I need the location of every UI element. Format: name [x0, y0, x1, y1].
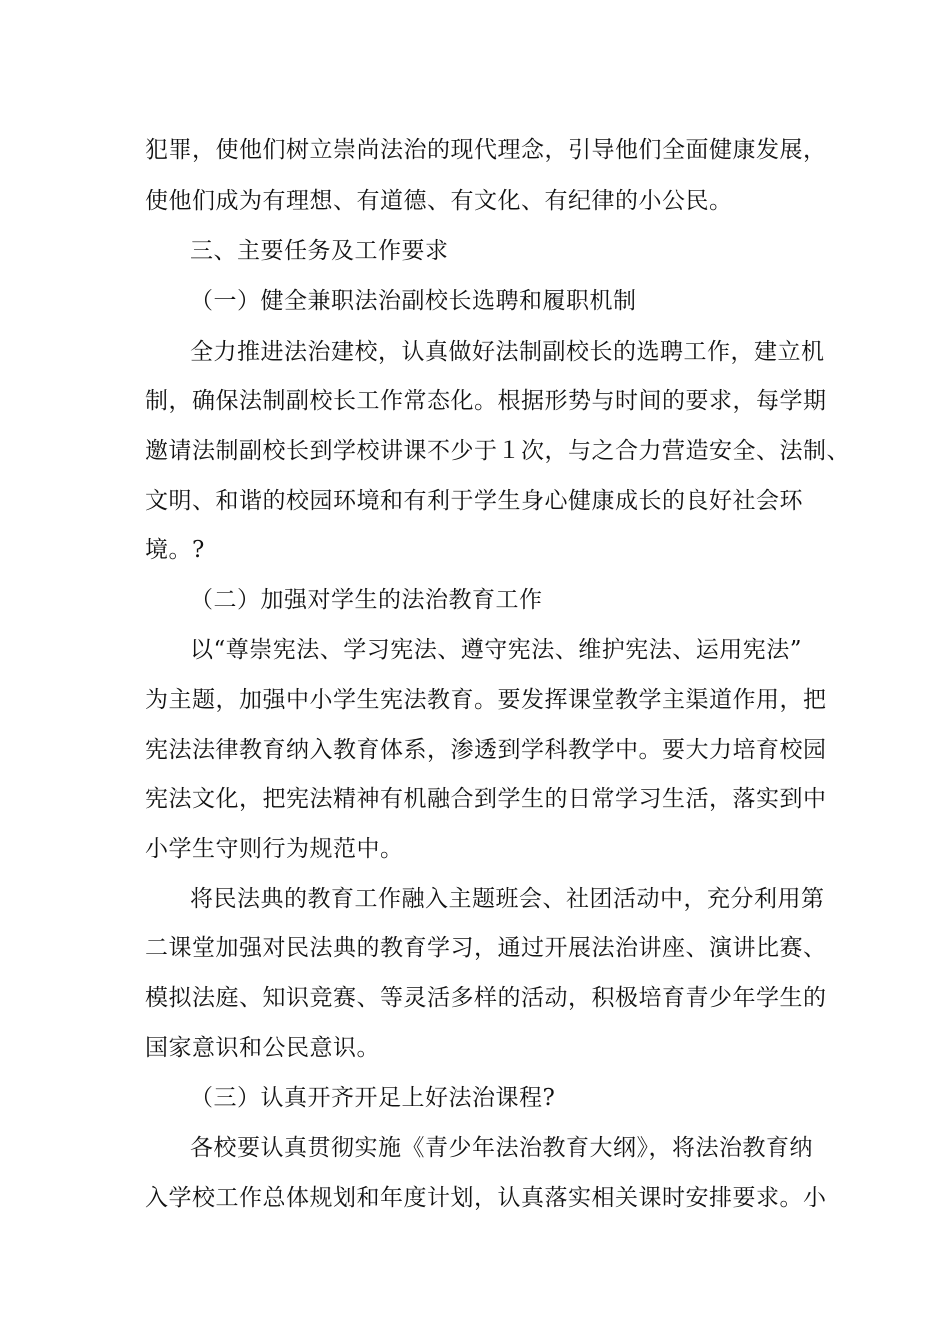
text-line: 将民法典的教育工作融入主题班会、社团活动中，充分利用第 — [190, 886, 825, 912]
subsection-heading: （二）加强对学生的法治教育工作 — [190, 587, 543, 613]
text-line: 文明、和谐的校园环境和有利于学生身心健康成长的良好社会环 — [145, 488, 803, 514]
text-line: 制，确保法制副校长工作常态化。根据形势与时间的要求，每学期 — [145, 388, 827, 414]
text-line: 宪法法律教育纳入教育体系，渗透到学科教学中。要大力培育校园 — [145, 737, 827, 763]
text-line: 各校要认真贯彻实施《青少年法治教育大纲》，将法治教育纳 — [190, 1135, 813, 1161]
text-line: 邀请法制副校长到学校讲课不少于１次，与之合力营造安全、法制、 — [145, 438, 850, 464]
text-line: 犯罪，使他们树立崇尚法治的现代理念，引导他们全面健康发展， — [145, 137, 827, 163]
text-line: 模拟法庭、知识竞赛、等灵活多样的活动，积极培育青少年学生的 — [145, 985, 827, 1011]
text-line: 入学校工作总体规划和年度计划，认真落实相关课时安排要求。小 — [145, 1185, 827, 1211]
text-line: 以“尊崇宪法、学习宪法、遵守宪法、维护宪法、运用宪法” — [190, 637, 803, 663]
text-line: 使他们成为有理想、有道德、有文化、有纪律的小公民。 — [145, 188, 733, 214]
section-heading: 三、主要任务及工作要求 — [190, 238, 449, 264]
text-line: 宪法文化，把宪法精神有机融合到学生的日常学习生活，落实到中 — [145, 786, 827, 812]
text-line: 国家意识和公民意识。 — [145, 1035, 380, 1061]
text-line: 小学生守则行为规范中。 — [145, 836, 404, 862]
text-line: 二课堂加强对民法典的教育学习，通过开展法治讲座、演讲比赛、 — [145, 935, 827, 961]
subsection-heading: （一）健全兼职法治副校长选聘和履职机制 — [190, 288, 637, 314]
text-line: 全力推进法治建校，认真做好法制副校长的选聘工作，建立机 — [190, 339, 825, 365]
subsection-heading: （三）认真开齐开足上好法治课程? — [190, 1085, 556, 1111]
text-line: 为主题，加强中小学生宪法教育。要发挥课堂教学主渠道作用，把 — [145, 687, 827, 713]
text-line: 境。? — [145, 537, 205, 563]
